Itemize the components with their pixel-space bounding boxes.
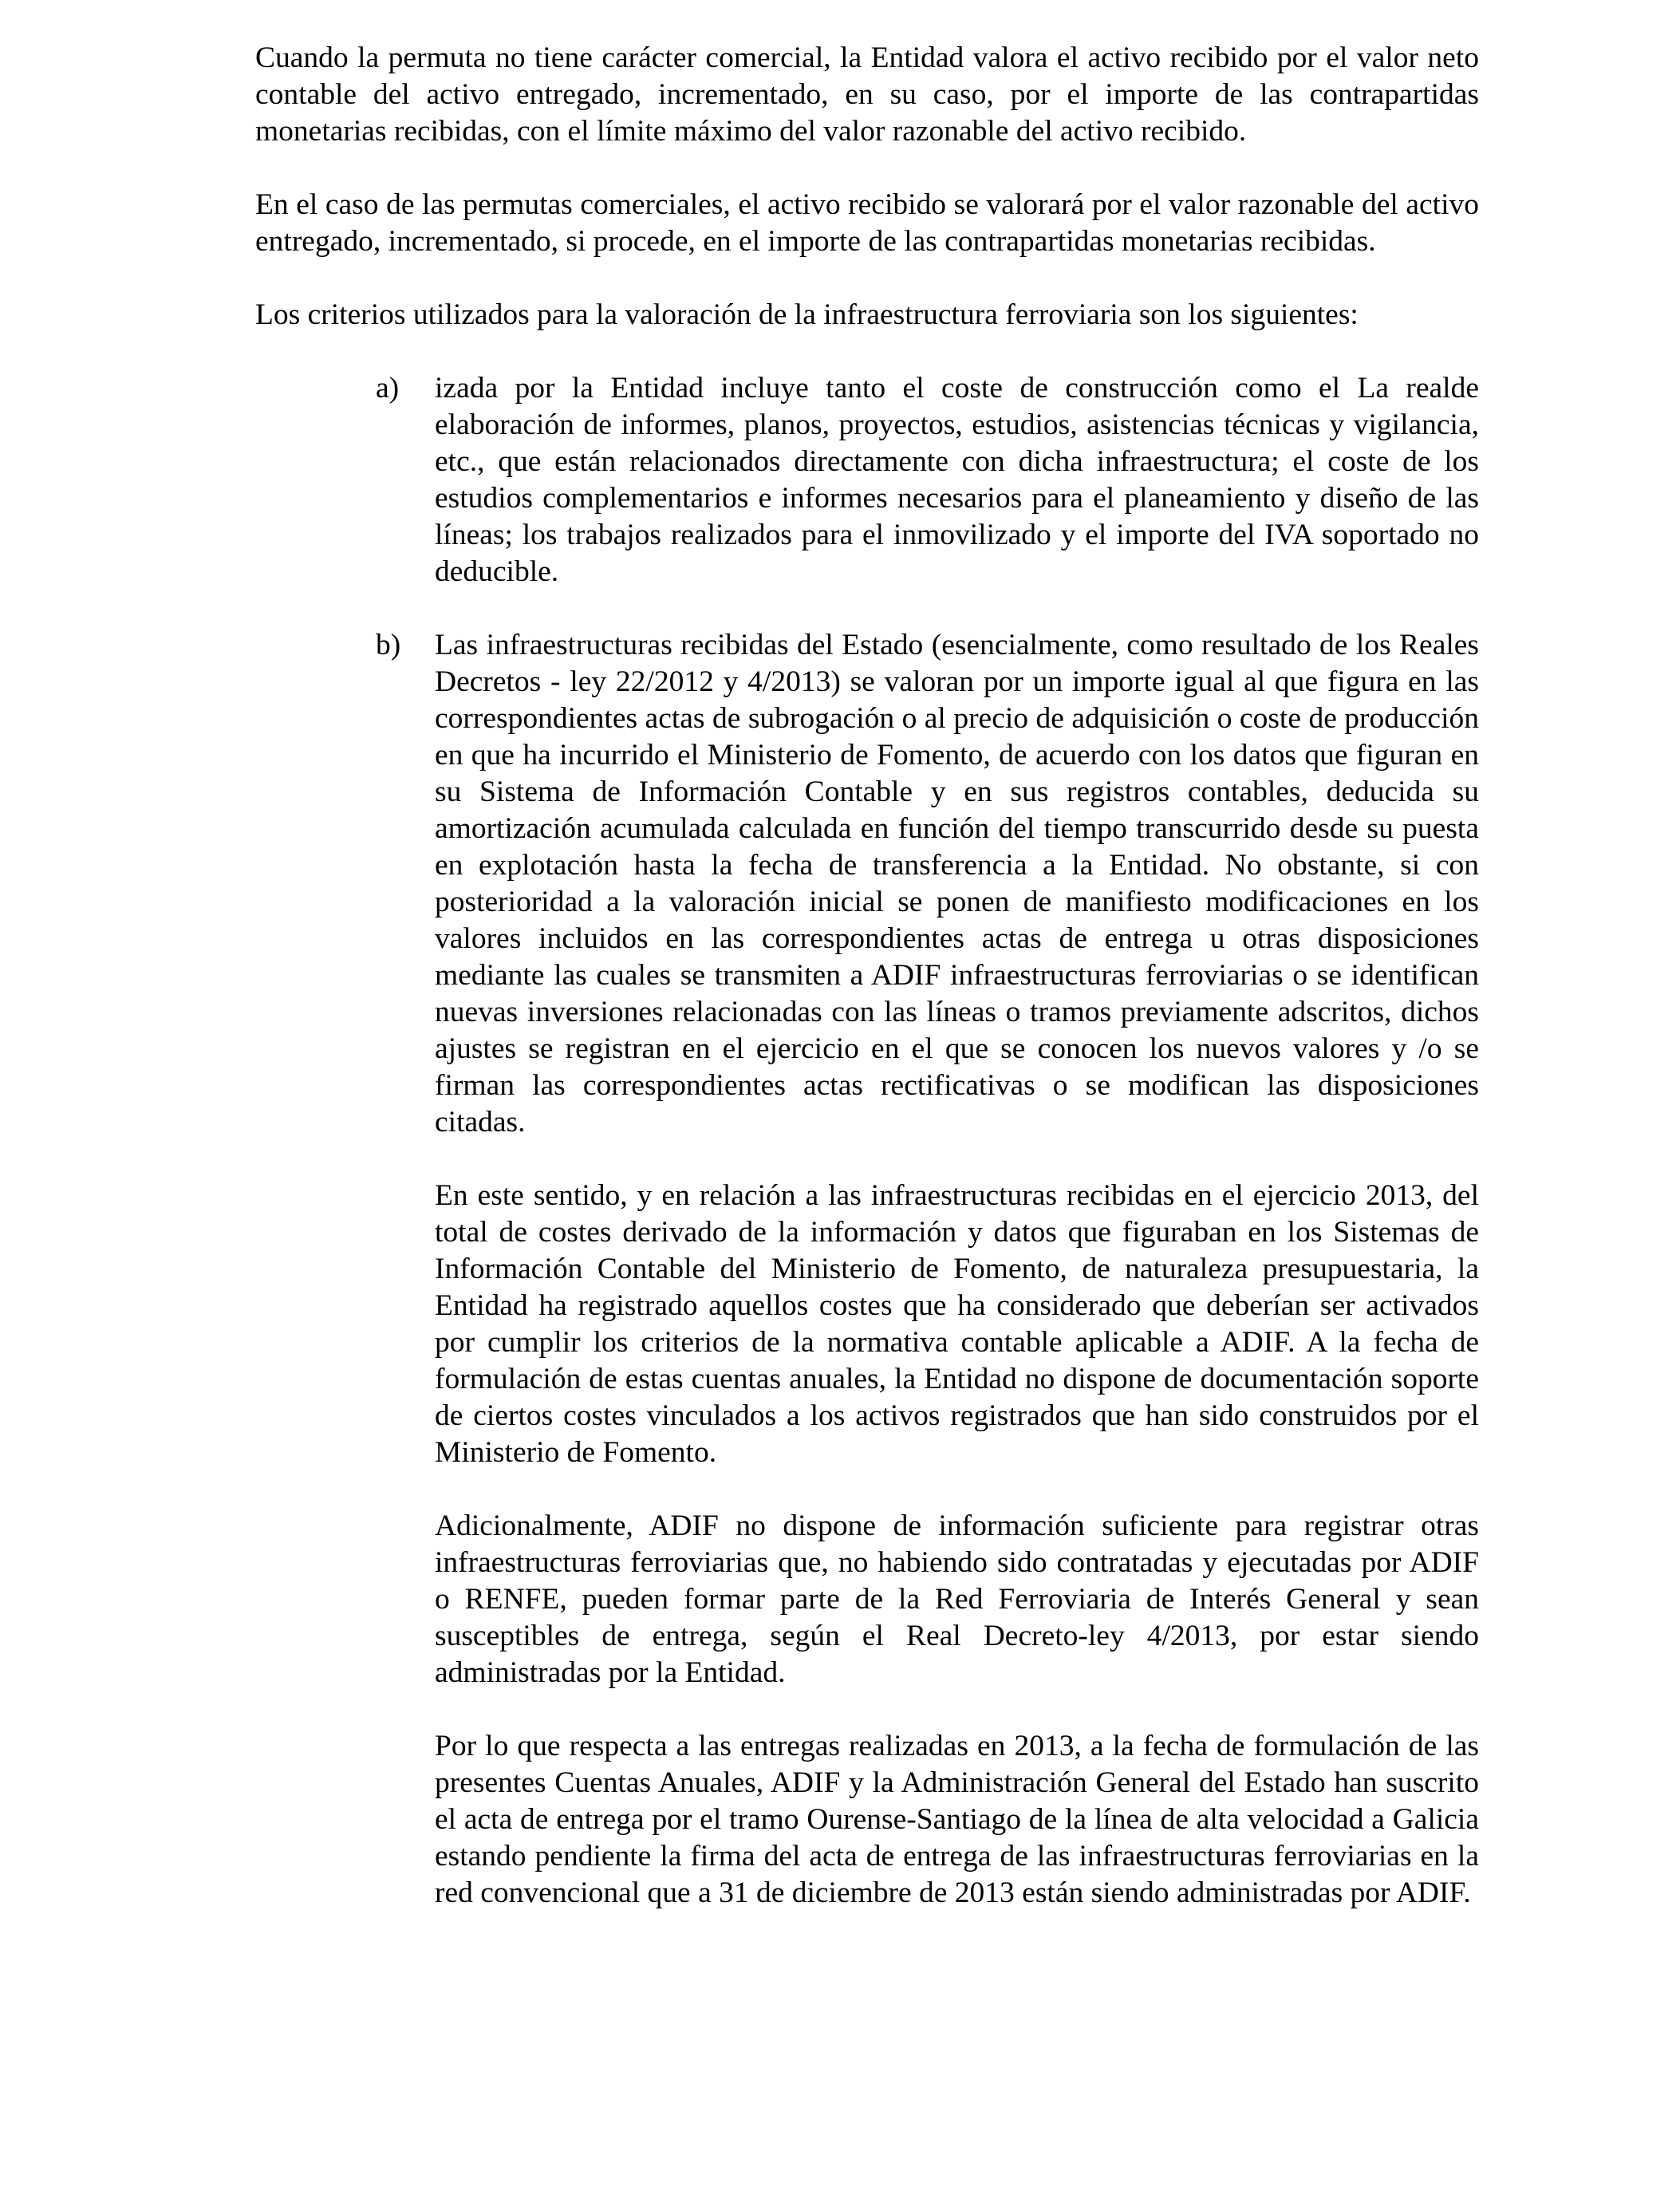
paragraph-permuta-comercial: En el caso de las permutas comerciales, el activo recibido se valorará por el valor razonable del activo entregado, incrementado, si procede, en el importe de las contrapartidas monetarias recibidas. xyxy=(255,188,1479,258)
document-page xyxy=(255,40,1479,1948)
list-marker-b: b) xyxy=(376,629,401,661)
criteria-b-paragraph-1: Las infraestructuras recibidas del Estado (esencialmente, como resultado de los Reales Decretos - ley 22/2012 y 4/2013) se valoran por un importe igual al que figura en las correspondientes actas de subrogación o al precio de adquisición o coste de producción en que ha incurrido el Ministerio de Fomento, de acuerdo con los datos que figuran en su Sistema de Información Contable y en sus registros contables, deducida su amortización acumulada calculada en función del tiempo transcurrido desde su puesta en explotación hasta la fecha de transferencia a la Entidad. No obstante, si con posterioridad a la valoración inicial se ponen de manifiesto modificaciones en los valores incluidos en las correspondientes actas de entrega u otras disposiciones mediante las cuales se transmiten a ADIF infraestructuras ferroviarias o se identifican nuevas inversiones relacionadas con las líneas o tramos previamente adscritos, dichos ajustes se registran en el ejercicio en el que se conocen los nuevos valores y /o se firman las correspondientes actas rectificativas o se modifican las disposiciones citadas. xyxy=(435,629,1479,1139)
criteria-b-paragraph-2: En este sentido, y en relación a las infraestructuras recibidas en el ejercicio 2013, del total de costes derivado de la información y datos que figuraban en los Sistemas de Información Contable del Ministerio de Fomento, de naturaleza presupuestaria, la Entidad ha registrado aquellos costes que ha considerado que deberían ser activados por cumplir los criterios de la normativa contable aplicable a ADIF. A la fecha de formulación de estas cuentas anuales, la Entidad no dispone de documentación soporte de ciertos costes vinculados a los activos registrados que han sido construidos por el Ministerio de Fomento. xyxy=(435,1179,1479,1469)
list-marker-a: a) xyxy=(376,372,400,405)
criteria-b-paragraph-3: Adicionalmente, ADIF no dispone de información suficiente para registrar otras infraestructuras ferroviarias que, no habiendo sido contratadas y ejecutadas por ADIF o RENFE, pueden formar parte de la Red Ferroviaria de Interés General y sean susceptibles de entrega, según el Real Decreto-ley 4/2013, por estar siendo administradas por la Entidad. xyxy=(435,1510,1479,1689)
paragraph-criterios-intro: Los criterios utilizados para la valoración de la infraestructura ferroviaria son los siguientes: xyxy=(255,298,1359,331)
criteria-item-a xyxy=(255,370,1479,590)
paragraph-permuta-no-comercial: Cuando la permuta no tiene carácter comercial, la Entidad valora el activo recibido por el valor neto contable del activo entregado, incrementado, en su caso, por el importe de las contrapartidas monetarias recibidas, con el límite máximo del valor razonable del activo recibido. xyxy=(255,41,1479,148)
criteria-b-paragraph-4: Por lo que respecta a las entregas realizadas en 2013, a la fecha de formulación de las presentes Cuentas Anuales, ADIF y la Administración General del Estado han suscrito el acta de entrega por el tramo Ourense-Santiago de la línea de alta velocidad a Galicia estando pendiente la firma del acta de entrega de las infraestructuras ferroviarias en la red convencional que a 31 de diciembre de 2013 están siendo administradas por ADIF. xyxy=(435,1730,1479,1909)
criteria-list xyxy=(255,370,1479,1912)
criteria-a-paragraph: izada por la Entidad incluye tanto el coste de construcción como el La realde elaboración de informes, planos, proyectos, estudios, asistencias técnicas y vigilancia, etc., que están relacionados directamente con dicha infraestructura; el coste de los estudios complementarios e informes necesarios para el planeamiento y diseño de las líneas; los trabajos realizados para el inmovilizado y el importe del IVA soportado no deducible. xyxy=(435,372,1479,588)
criteria-item-b xyxy=(255,627,1479,1912)
